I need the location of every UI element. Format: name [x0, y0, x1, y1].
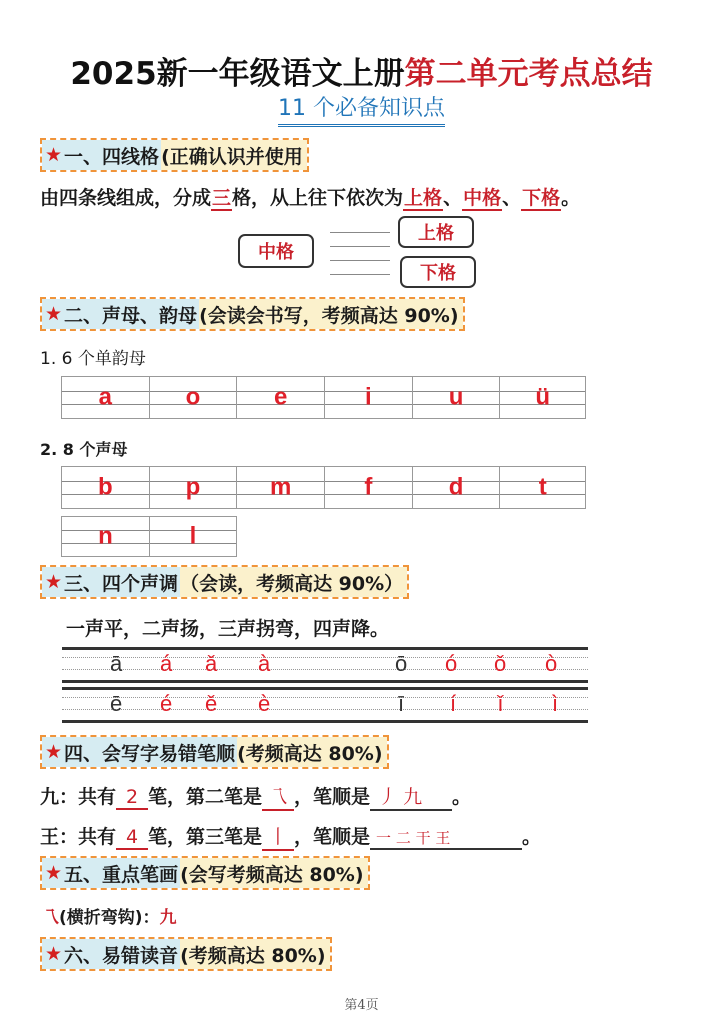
initial: m	[270, 472, 292, 500]
tone-grid	[62, 647, 588, 725]
star-icon: ★	[45, 144, 63, 166]
stroke-answer: 乁	[262, 782, 294, 811]
subtitle-wrap	[0, 91, 723, 127]
title-black-part: 2025新一年级语文上册	[70, 56, 405, 92]
initial: l	[189, 521, 197, 549]
section-6-main	[42, 939, 180, 969]
tone-char: à	[258, 651, 271, 676]
grid-line-2	[330, 246, 390, 247]
initials-grid-row-1	[61, 466, 586, 509]
initial-cell	[500, 467, 585, 508]
vowel: o	[185, 382, 201, 410]
grid-line-1	[330, 232, 390, 233]
text: 由四条线组成，分成	[40, 187, 212, 209]
answer-4: 下格	[522, 187, 561, 209]
vowels-grid	[61, 376, 586, 419]
star-icon: ★	[45, 862, 63, 884]
vowel: ü	[535, 382, 551, 410]
section-2-sub: (会读会书写，考频高达 90%)	[199, 299, 462, 329]
stroke-example: 九	[159, 908, 177, 928]
initial: d	[448, 472, 464, 500]
vowel: i	[365, 382, 372, 410]
vowels-label: 1. 6 个单韵母	[40, 349, 146, 369]
section-1-main	[42, 140, 161, 170]
tone-row-1	[62, 647, 588, 681]
section-5-heading	[40, 856, 370, 890]
stroke-answer: 丨	[262, 822, 294, 851]
title-red-part: 第二单元考点总结	[404, 56, 653, 92]
section-2-heading	[40, 297, 465, 331]
star-icon: ★	[45, 303, 63, 325]
section-2-title: 二、声母、韵母	[64, 304, 198, 327]
tone-row-2	[62, 687, 588, 721]
tone-char: í	[450, 691, 457, 716]
stroke-order-line-2	[40, 822, 541, 851]
section-1-heading	[40, 138, 309, 172]
vowel: a	[98, 382, 113, 410]
initial-cell	[62, 517, 150, 556]
star-icon: ★	[45, 741, 63, 763]
text: 。	[452, 786, 472, 808]
stroke-count: 2	[116, 786, 148, 810]
stroke-name: (横折弯钩)：	[59, 908, 160, 928]
tone-char: é	[160, 691, 173, 716]
text: 格，从上往下依次为	[232, 187, 404, 209]
label-middle-cell: 中格	[238, 234, 314, 268]
tone-char: ā	[110, 651, 123, 676]
text: 。	[561, 187, 581, 209]
section-1-sub: (正确认识并使用	[161, 140, 307, 170]
text: ，笔顺是	[294, 826, 371, 848]
section-2-main	[42, 299, 199, 329]
tone-char: ǎ	[205, 651, 218, 676]
text: 九：共有	[40, 786, 117, 808]
answer-1: 三	[212, 187, 232, 209]
vowel-cell	[500, 377, 585, 418]
tone-char: ì	[552, 691, 559, 716]
subtitle: 11 个必备知识点	[278, 91, 445, 127]
text: ，笔顺是	[294, 786, 371, 808]
section-6-heading	[40, 937, 332, 971]
grid-line-3	[330, 260, 390, 261]
vowel-cell	[150, 377, 238, 418]
section-6-sub: (考频高达 80%)	[180, 939, 329, 969]
grid-line-4	[330, 274, 390, 275]
vowel: e	[274, 382, 288, 410]
tone-char: ī	[398, 691, 405, 716]
initial-cell	[150, 517, 236, 556]
tone-char: ē	[110, 691, 123, 716]
tone-char: á	[160, 651, 173, 676]
section-5-title: 五、重点笔画	[64, 863, 179, 886]
page-number: 第4页	[344, 998, 379, 1013]
stroke-order-line-1	[40, 782, 471, 811]
vowel: u	[448, 382, 464, 410]
section-3-title: 三、四个声调	[64, 572, 179, 595]
tone-char: è	[258, 691, 271, 716]
initial-cell	[325, 467, 413, 508]
section-3-heading	[40, 565, 409, 599]
initials-label: 2. 8 个声母	[40, 440, 128, 459]
stroke-symbol: 乁	[42, 908, 59, 928]
initial-cell	[62, 467, 150, 508]
tone-char: ě	[205, 691, 218, 716]
stroke-sequence: 一 二 干 王	[370, 827, 522, 850]
initial-cell	[237, 467, 325, 508]
initial: t	[538, 472, 547, 500]
text: 。	[522, 826, 542, 848]
vowel-cell	[237, 377, 325, 418]
vowel-cell	[413, 377, 501, 418]
stroke-sequence: 丿 九	[370, 782, 452, 811]
answer-2: 上格	[404, 187, 443, 209]
stroke-count: 4	[116, 826, 148, 850]
key-stroke-line	[42, 903, 177, 928]
answer-3: 中格	[463, 187, 502, 209]
initial: b	[98, 472, 113, 500]
section-4-title: 四、会写字易错笔顺	[64, 742, 236, 765]
section-3-sub: （会读，考频高达 90%）	[180, 567, 407, 597]
page-title	[0, 48, 723, 93]
initials-grid-row-2	[61, 516, 237, 557]
section-4-heading	[40, 735, 389, 769]
text: 、	[502, 187, 522, 209]
section-1-title: 一、四线格	[64, 145, 160, 168]
section-5-main	[42, 858, 180, 888]
section-4-sub: (考频高达 80%)	[237, 737, 386, 767]
tone-char: ó	[445, 651, 458, 676]
tone-char: ǒ	[494, 651, 507, 676]
tone-rhyme: 一声平，二声扬，三声拐弯，四声降。	[66, 618, 390, 640]
star-icon: ★	[45, 943, 63, 965]
initial-cell	[413, 467, 501, 508]
initial: n	[98, 521, 113, 549]
tone-char: ǐ	[498, 691, 503, 716]
vowel-cell	[62, 377, 150, 418]
label-top-cell: 上格	[398, 216, 474, 248]
tone-char: ò	[545, 651, 558, 676]
text: 笔，第三笔是	[148, 826, 263, 848]
initial-cell	[150, 467, 238, 508]
section-6-title: 六、易错读音	[64, 944, 179, 967]
tone-char: ō	[395, 651, 408, 676]
section-3-main	[42, 567, 180, 597]
text: 笔，第二笔是	[148, 786, 263, 808]
section-1-body	[40, 183, 580, 210]
star-icon: ★	[45, 571, 63, 593]
text: 、	[443, 187, 463, 209]
label-bottom-cell: 下格	[400, 256, 476, 288]
four-line-diagram	[236, 212, 486, 288]
text: 王：共有	[40, 826, 117, 848]
section-5-sub: (会写考频高达 80%)	[180, 858, 367, 888]
initial: f	[364, 472, 373, 500]
section-4-main	[42, 737, 237, 767]
vowel-cell	[325, 377, 413, 418]
initial: p	[185, 472, 201, 500]
